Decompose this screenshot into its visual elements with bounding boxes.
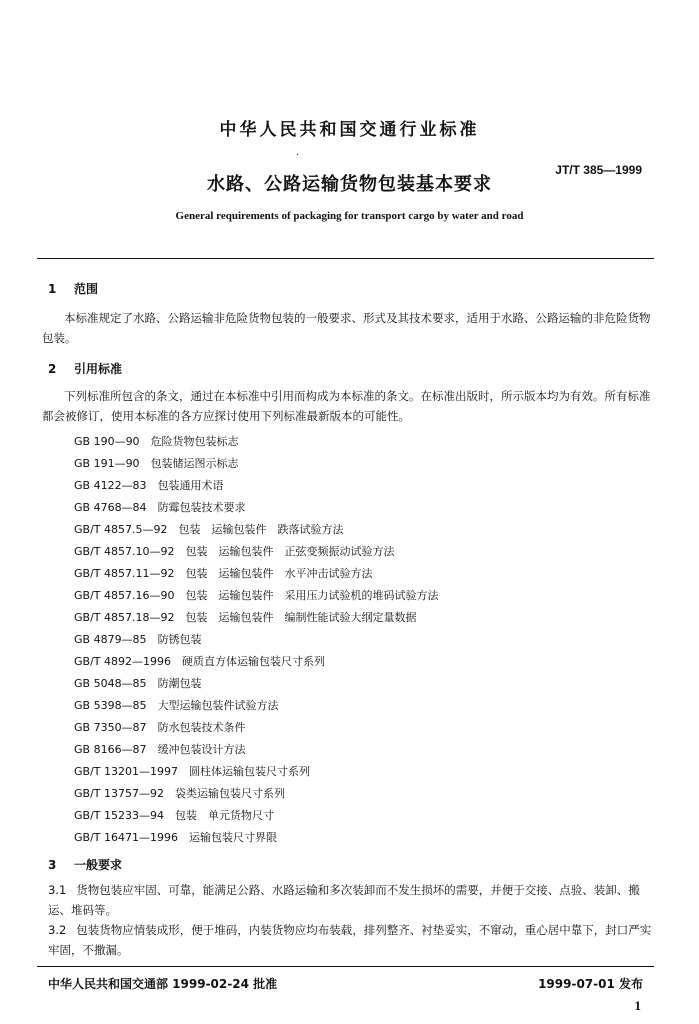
section-number: 1 [48,282,57,296]
reference-item: GB/T 13201—1997 圆柱体运输包装尺寸系列 [74,765,310,778]
standard-code: JT/T 385—1999 [555,163,642,177]
reference-item: GB 4122—83 包装通用术语 [74,479,224,492]
reference-item: GB/T 4857.16—90 包装 运输包装件 采用压力试验机的堆码试验方法 [74,589,439,602]
section-1-heading [48,280,98,297]
reference-item: GB 190—90 危险货物包装标志 [74,435,239,448]
clause-number: 3.2 [48,923,67,937]
separator-dot: · [296,150,300,161]
english-title: General requirements of packaging for transport cargo by water and road [175,210,524,222]
approval-line: 中华人民共和国交通部 1999-02-24 批准 [48,977,278,991]
header-divider [37,258,654,259]
page-number: 1 [634,998,641,1013]
footer-divider [37,966,654,967]
reference-item: GB 8166—87 缓冲包装设计方法 [74,743,246,756]
reference-item: GB/T 15233—94 包装 单元货物尺寸 [74,809,274,822]
reference-item: GB/T 4857.18—92 包装 运输包装件 编制性能试验大纲定量数据 [74,611,417,624]
section-title: 引用标准 [74,362,123,376]
reference-item: GB 4879—85 防锈包装 [74,633,202,646]
section-title: 一般要求 [74,858,123,872]
document-title: 水路、公路运输货物包装基本要求 [207,174,492,195]
section-number: 3 [48,858,57,872]
reference-item: GB/T 13757—92 袋类运输包装尺寸系列 [74,787,285,800]
reference-item: GB/T 4857.10—92 包装 运输包装件 正弦变频振动试验方法 [74,545,395,558]
section-1-paragraph: 本标准规定了水路、公路运输非危险货物包装的一般要求、形式及其技术要求，适用于水路、公路运输的非危险货物包装。 [42,311,651,345]
standard-category-header: 中华人民共和国交通行业标准 [219,120,480,140]
clause-number: 3.1 [48,883,67,897]
clause-text: 货物包装应牢固、可靠，能满足公路、水路运输和多次装卸而不发生损坏的需要，并便于交接、点验、装卸、搬运、堆码等。 [48,883,640,917]
reference-item: GB/T 4857.5—92 包装 运输包装件 跌落试验方法 [74,523,344,536]
reference-item: GB 4768—84 防霉包装技术要求 [74,501,246,514]
reference-item: GB/T 4857.11—92 包装 运输包装件 水平冲击试验方法 [74,567,373,580]
clause-3-1 [48,880,657,920]
reference-item: GB 5048—85 防潮包装 [74,677,202,690]
release-date: 1999-07-01 发布 [538,977,643,991]
section-3-heading [48,856,122,873]
clause-3-2 [48,920,657,960]
section-2-paragraph: 下列标准所包含的条文，通过在本标准中引用而构成为本标准的条文。在标准出版时，所示版本均为有效。所有标准都会被修订，使用本标准的各方应探讨使用下列标准最新版本的可能性。 [42,389,651,423]
reference-item: GB/T 4892—1996 硬质直方体运输包装尺寸系列 [74,655,325,668]
reference-item: GB 5398—85 大型运输包装件试验方法 [74,699,279,712]
section-number: 2 [48,362,57,376]
reference-item: GB/T 16471—1996 运输包装尺寸界限 [74,831,277,844]
reference-item: GB 7350—87 防水包装技术条件 [74,721,246,734]
reference-item: GB 191—90 包装储运图示标志 [74,457,239,470]
section-title: 范围 [74,282,99,296]
clause-text: 包装货物应情装成形，便于堆码，内装货物应均布装载，排列整齐、衬垫妥实，不窜动，重心居中靠下，封口严实牢固，不撒漏。 [48,923,652,957]
section-2-heading [48,360,122,377]
